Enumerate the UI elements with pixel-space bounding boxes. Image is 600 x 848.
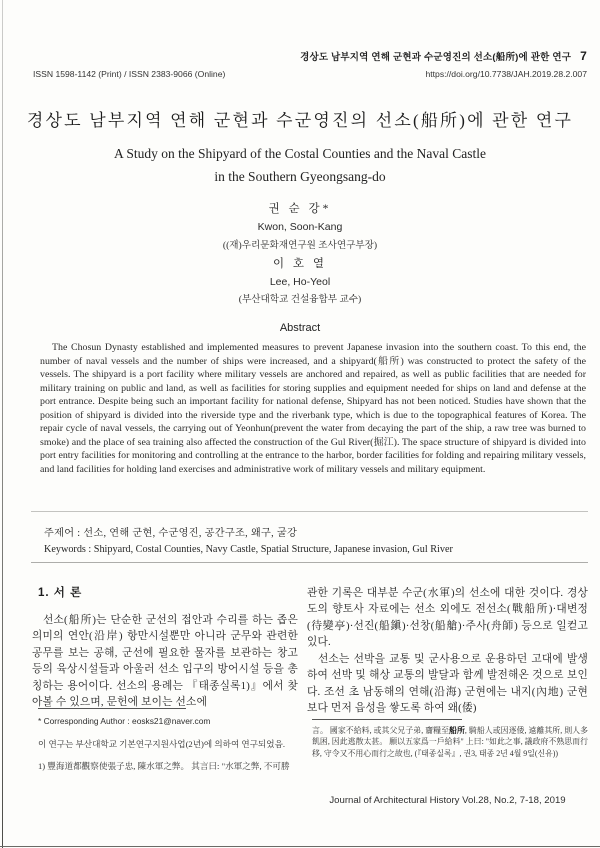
funding-note: 이 연구는 부산대학교 기본연구지원사업(2년)에 의하여 연구되었음. (38, 738, 286, 749)
footnote-rule-left (38, 708, 186, 709)
abstract-body: The Chosun Dynasty established and implemented measures to prevent Japanese invasion into the southern coast. To this end, the number of naval vessels and the number of ships were increased, and a shipyard(船所) was constructed to protect the safety of the vessels. The shipyard is a port facility where military vessels are anchored and repaired, as well as public facilities that are needed for military training on public and land, as well as facilities for storing supplies and equipment needed for ships on land and defense at the port entrance. Despite being such an important facility for national defense, Shipyard has not been noticed. Studies have shown that the position of shipyard is divided into the riverside type and the riverbank type, which is due to the topographical features of Korea. The repair cycle of naval vessels, the carrying out of Yeonhun(prevent the water from decaying the part of the ship, a raw tree was burned to smoke) and the place of sea training also affected the construction of the Gul River(掘江). The space structure of shipyard is divided into port entry facilities for monitoring and controlling at the entrance to the harbor, border facilities for folding and repairing military vessels, and land facilities for holding land exercises and administrative work of military vessels and military equipment. (40, 342, 586, 475)
author-name-kr: 권 순 강* (268, 203, 332, 215)
keywords-english: Keywords : Shipyard, Costal Counties, Navy Castle, Spatial Structure, Japanese invasion, Gul River (44, 544, 453, 555)
scan-edge-bottom (0, 846, 600, 847)
author-affiliation: (부산대학교 건설융합부 교수) (238, 294, 362, 306)
keywords-divider-top (31, 511, 588, 512)
issn-text: ISSN 1598-1142 (Print) / ISSN 2383-9066 (Online) (33, 69, 226, 79)
running-head-title: 경상도 남부지역 연해 군현과 수군영진의 선소(船所)에 관한 연구 (300, 52, 572, 63)
footnote-1-right (312, 725, 588, 759)
footnote-1-right-bold-term: 船所 (449, 726, 465, 735)
running-head (32, 49, 587, 63)
keywords-korean: 주제어 : 선소, 연해 군현, 수군영진, 공간구조, 왜구, 굴강 (44, 528, 298, 539)
footnote-1-left: 1) 豐海道都觀察使張子忠, 陳水軍之弊。 其言曰: "水軍之弊, 不可勝 (38, 761, 290, 771)
article-title-english (0, 143, 600, 188)
article-title-korean: 경상도 남부지역 연해 군현과 수군영진의 선소(船所)에 관한 연구 (26, 111, 574, 130)
page-number: 7 (580, 49, 587, 63)
author-affiliation: ((재)우리문화재연구원 조사연구부장) (222, 239, 378, 251)
keywords-divider-bottom (31, 562, 588, 563)
section-heading-intro: 1. 서 론 (38, 587, 83, 599)
doi-link[interactable]: https://doi.org/10.7738/JAH.2019.28.2.007 (425, 69, 587, 79)
footnote-1-right-post: , 騎船人或因逐倭, 遠離其所, 則人多飢困, 因此逃散太甚。 願以五家爲一戶給料" 上曰: "如此之事, 議政府不熟思而行移, 守令又不用心而行之故也, (『태종실록』, 권3, 태종 2년 4월 9일(신유)) (312, 726, 588, 758)
footnote-rule-right (312, 719, 462, 720)
corresponding-author-email[interactable]: eosks21@naver.com (132, 716, 211, 726)
body-column-left (32, 584, 298, 711)
article-title-english-line1: A Study on the Shipyard of the Costal Counties and the Naval Castle (114, 146, 486, 161)
body-paragraph-right-2: 선소는 선박을 교통 및 군사용으로 운용하던 고대에 발생하여 선박 및 해상 교통의 발달과 함께 발전해온 것으로 보인다. 조선 초 남동해의 연해(沿海) 군현에는 내지(內地) 군현보다 먼저 읍성을 쌓도록 하여 왜(倭) (307, 652, 588, 715)
body-column-right (307, 585, 588, 717)
article-title-english-line2: in the Southern Gyeongsang-do (214, 168, 386, 184)
author-name-en: Lee, Ho-Yeol (269, 276, 331, 289)
author-name-kr: 이 호 열 (272, 257, 328, 270)
footnote-block-left (38, 708, 300, 784)
corresponding-author-line (38, 716, 300, 727)
footnote-block-right (312, 719, 588, 759)
author-name-en: Kwon, Soon-Kang (257, 221, 343, 234)
journal-footer: Journal of Architectural History Vol.28, No.2, 7-18, 2019 (329, 795, 566, 806)
abstract-heading: Abstract (279, 322, 321, 334)
footnote-1-right-pre: 言。 國家不給料, 或其父兄子弟, 齎糧至 (312, 726, 450, 735)
author-block (0, 200, 600, 310)
issn-doi-row (33, 69, 587, 79)
body-paragraph-right-1: 관한 기록은 대부분 수군(水軍)의 선소에 대한 것이다. 경상도의 향토사 자료에는 선소 외에도 전선소(戰船所)·대변정(待變亭)·선진(船鎭)·선창(船艙)·주사(舟師) 등으로 일컫고 있다. (307, 587, 588, 649)
corresponding-author-prefix: * Corresponding Author : (38, 716, 133, 726)
body-paragraph-left: 선소(船所)는 단순한 군선의 접안과 수리를 하는 좁은 의미의 연안(沿岸) 항만시설뿐만 아니라 군무와 관련한 공무를 보는 공해, 군선에 필요한 물자를 보관하는 창고 등의 육상시설들과 아울러 선소 입구의 방어시설 등을 총칭하는 용어이다. 선소의 용례는 『태종실록1)』에서 찾아볼 수 있으며, 문헌에 보이는 선소에 (32, 614, 298, 709)
